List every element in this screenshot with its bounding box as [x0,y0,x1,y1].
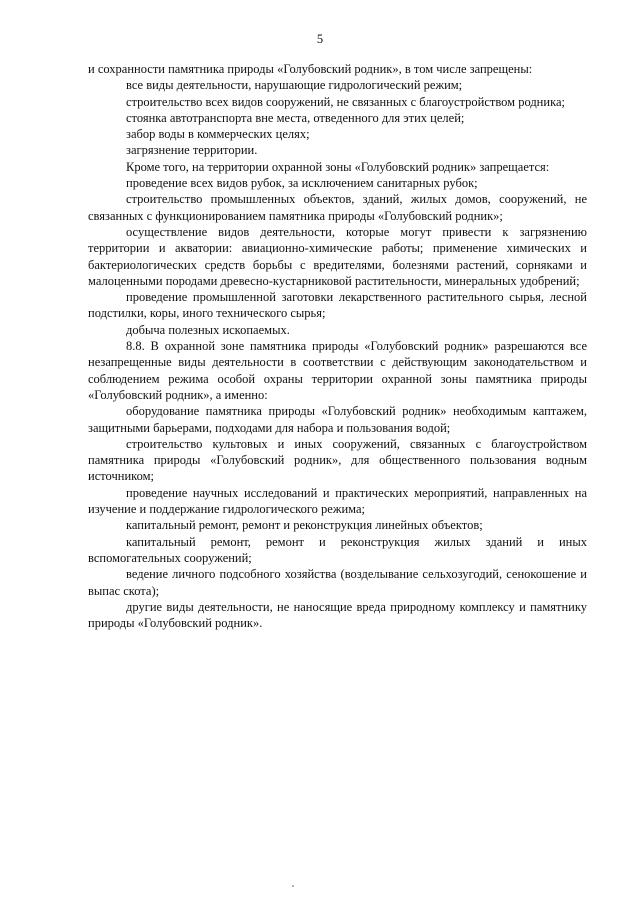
paragraph: строительство всех видов сооружений, не связанных с благоустройством родника; [126,94,565,109]
paragraph: 8.8. В охранной зоне памятника природы «Голубовский родник» разрешаются все незапрещенные виды деятельности в соответствии с действующим законодательством и соблюдением режима особой охраны территории охранной зоны памятника природы «Голубовский родник», а именно: [88,339,587,402]
paragraph: проведение научных исследований и практических мероприятий, направленных на изучение и поддержание гидрологического режима; [88,485,587,517]
document-body [88,61,587,631]
paragraph: загрязнение территории. [126,143,258,158]
paragraph: строительство культовых и иных сооружений, связанных с благоустройством памятника природы «Голубовский родник», для общественного пользования водным источником; [88,436,587,484]
page-number: 5 [316,32,324,46]
paragraph: осуществление видов деятельности, которые могут привести к загрязнению территории и акватории: авиационно-химические работы; применение химических и бактериологических средств борьбы с вредителями, болезнями растений, сорняками и малоценными породами древесно-кустарниковой растительности, минеральных удобрений; [88,224,587,288]
paragraph: оборудование памятника природы «Голубовский родник» необходимым каптажем, защитными барьерами, подходами для набора и пользования водой; [88,404,587,435]
paragraph: добыча полезных ископаемых. [126,322,290,337]
paragraph: стоянка автотранспорта вне места, отведенного для этих целей; [126,110,465,125]
paragraph: Кроме того, на территории охранной зоны «Голубовский родник» запрещается: [126,159,550,174]
paragraph: строительство промышленных объектов, зданий, жилых домов, сооружений, не связанных с функционированием памятника природы «Голубовский родник»; [88,192,587,223]
paragraph: все виды деятельности, нарушающие гидрологический режим; [126,78,463,93]
scan-artifact [292,885,294,887]
paragraph: капитальный ремонт, ремонт и реконструкция линейных объектов; [126,518,483,533]
paragraph: забор воды в коммерческих целях; [126,127,310,142]
paragraph: и сохранности памятника природы «Голубовский родник», в том числе запрещены: [88,62,533,76]
paragraph: другие виды деятельности, не наносящие вреда природному комплексу и памятнику природы «Голубовский родник». [88,599,587,631]
paragraph: проведение всех видов рубок, за исключением санитарных рубок; [126,176,478,191]
paragraph: капитальный ремонт, ремонт и реконструкция жилых зданий и иных вспомогательных сооружений; [88,534,587,565]
paragraph: ведение личного подсобного хозяйства (возделывание сельхозугодий, сенокошение и выпас скота); [88,567,587,598]
paragraph: проведение промышленной заготовки лекарственного растительного сырья, лесной подстилки, коры, иного технического сырья; [88,290,587,321]
